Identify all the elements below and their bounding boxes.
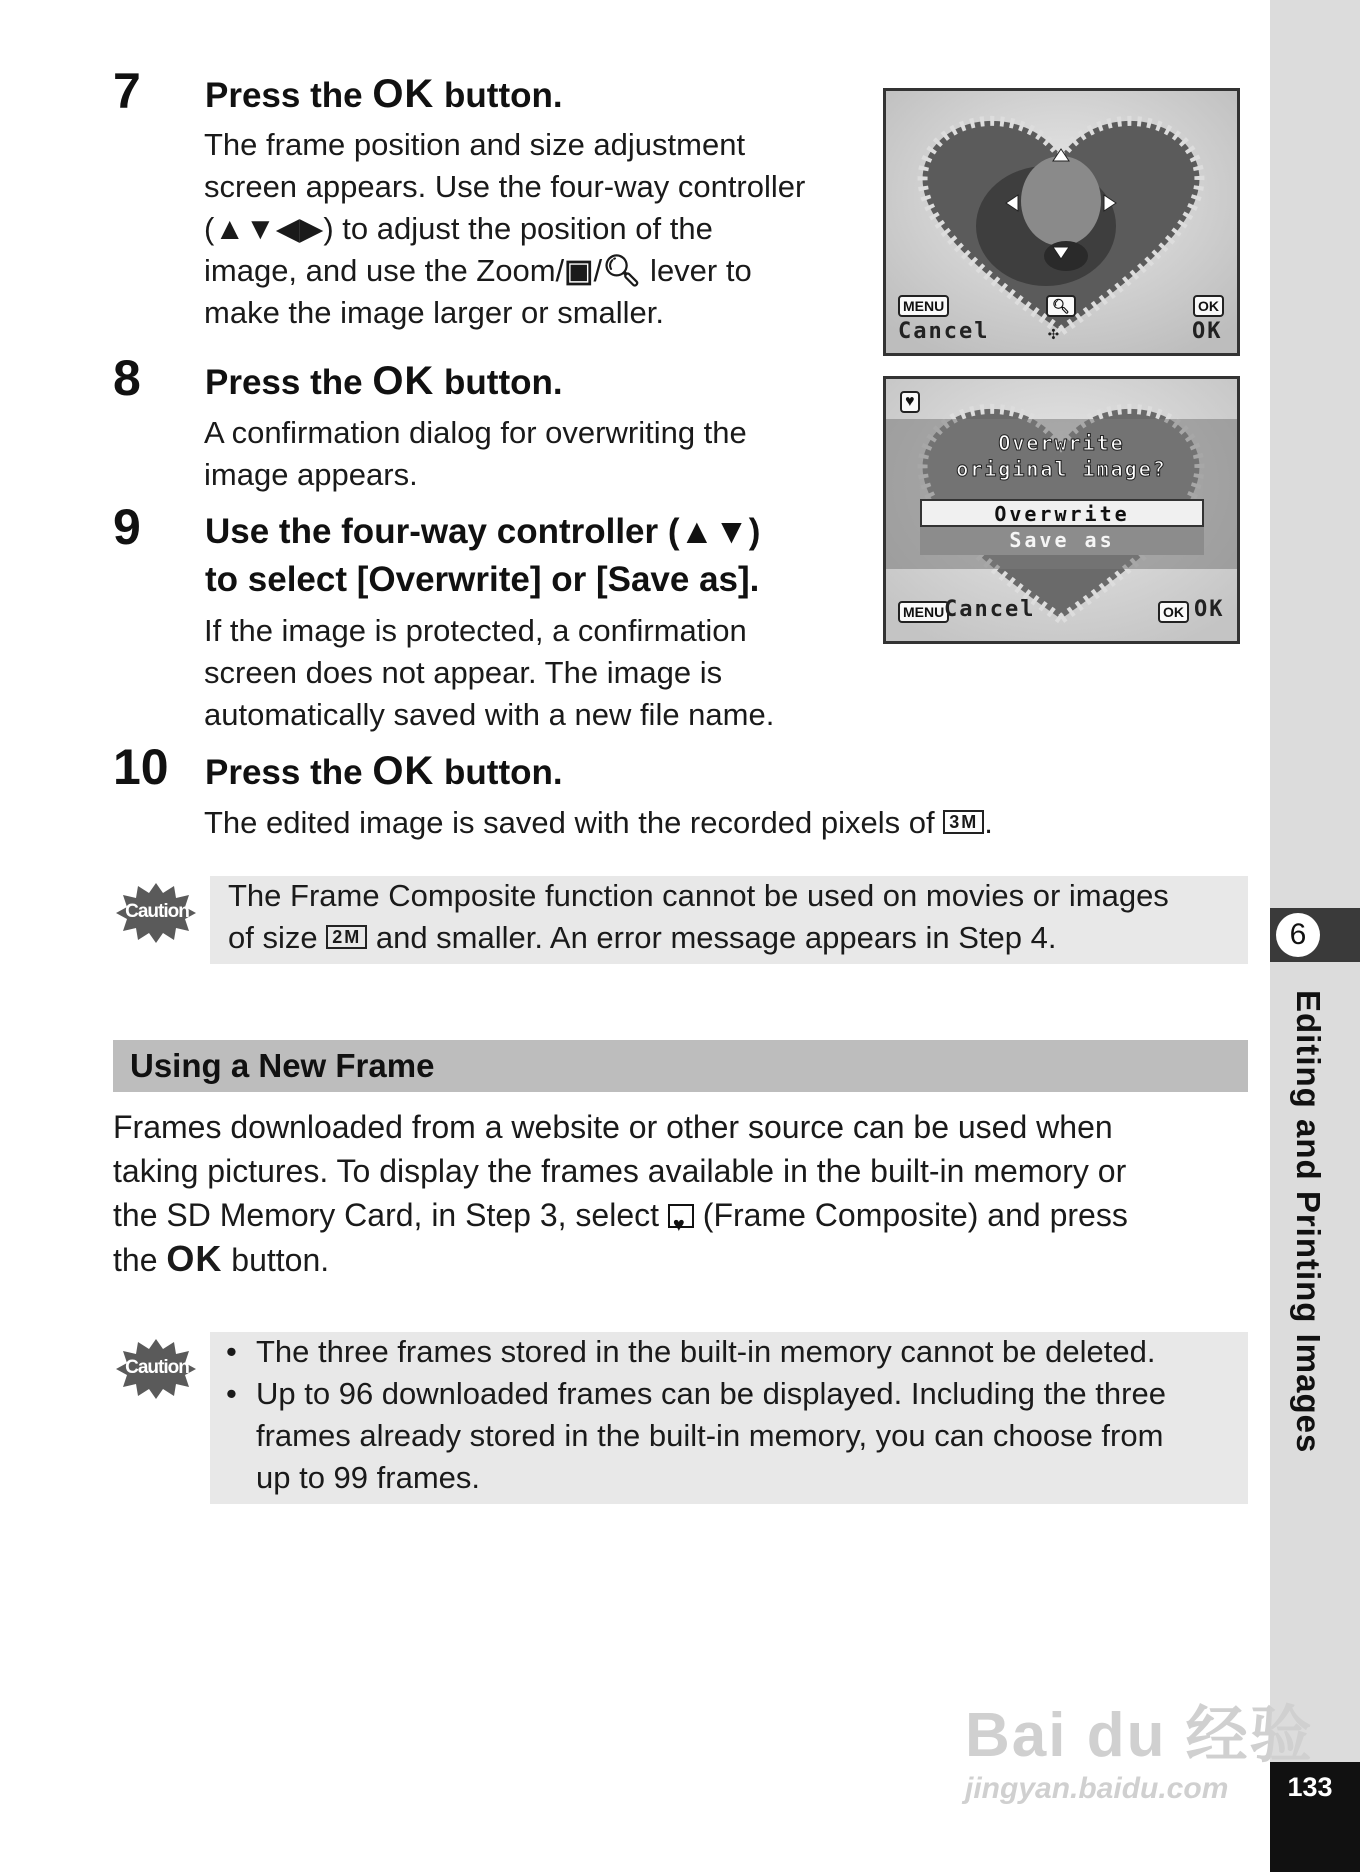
section-paragraph: Frames downloaded from a website or other source can be used when taking pictures. To display the frames available in the built-in memory or the SD Memory Card, in Step 3, select ♥ (Frame Composite) and press the OK button. [113,1105,1253,1282]
step-heading-line2: to select [Overwrite] or [Save as]. [205,560,760,599]
dialog-question-line1: Overwrite [998,431,1125,455]
step-heading: Press the OK button. [205,359,563,403]
step-heading: Press the OK button. [205,749,563,793]
step-body: A confirmation dialog for overwriting the image appears. [204,415,747,492]
page-number: 133 [1287,1772,1333,1802]
ok-key-icon: OK [1193,295,1224,317]
section-title: Using a New Frame [130,1047,435,1084]
cancel-label: Cancel [944,597,1036,622]
dialog-question-line2: original image? [956,457,1167,481]
four-way-icon: ✣ [1048,323,1061,344]
watermark-url: jingyan.baidu.com [965,1772,1229,1805]
watermark-logo: Bai du 经验 [965,1701,1314,1770]
step-body: The frame position and size adjustment screen appears. Use the four-way controller (▲▼◀▶) to adjust the position of the image, and use the Zoom/▣/🔍︎ lever to make the image larger or smaller. [204,127,806,330]
step-heading: Press the OK button. [205,72,563,116]
list-item: • The three frames stored in the built-in memory cannot be deleted. [226,1334,1156,1369]
step-number: 10 [113,739,169,795]
ok-label: OK [1192,319,1223,344]
magnifier-icon: 🔍︎ [602,253,642,288]
step-heading-line1: Use the four-way controller (▲▼) [205,512,761,551]
image-size-3m-icon: 3M [943,810,984,834]
camera-screen-overwrite-dialog [883,376,1240,644]
zoom-key-icon: 🔍︎ [1046,295,1076,317]
step-number: 8 [113,350,141,406]
step-body: If the image is protected, a confirmation screen does not appear. The image is automatically saved with a new file name. [204,613,775,732]
menu-key-icon: MENU [898,295,949,317]
menu-key-icon: MENU [898,601,949,623]
thumbnail-grid-icon: ▣ [564,253,594,288]
list-item: • Up to 96 downloaded frames can be displayed. Including the three [226,1376,1166,1411]
caution-text: The Frame Composite function cannot be used on movies or images of size 2M and smaller. An error message appears in Step 4. [228,878,1169,955]
step-number: 9 [113,499,141,555]
save-as-option[interactable]: Save as [920,527,1204,555]
step-number: 7 [113,63,141,119]
frame-composite-icon [668,1204,694,1228]
ok-key-icon: OK [1158,601,1189,623]
overwrite-option[interactable]: Overwrite [920,499,1204,527]
ok-label: OK [1194,597,1225,622]
cancel-label: Cancel [898,319,990,344]
caution-icon: Caution [116,1339,196,1399]
frame-composite-icon: ♥ [900,391,920,413]
caution-icon: Caution [116,883,196,943]
step-body: The edited image is saved with the recorded pixels of 3M . [204,805,993,840]
chapter-number: 6 [1276,913,1320,957]
image-size-2m-icon: 2M [326,925,367,949]
caution-bullet-list: • The three frames stored in the built-in memory cannot be deleted. • Up to 96 downloaded frames can be displayed. Including the three frames already stored in the built-in memory, you can choose from up to 99 frames. [226,1331,1251,1499]
camera-screen-frame-adjust [883,88,1240,356]
chapter-title: Editing and Printing Images [1290,990,1327,1454]
